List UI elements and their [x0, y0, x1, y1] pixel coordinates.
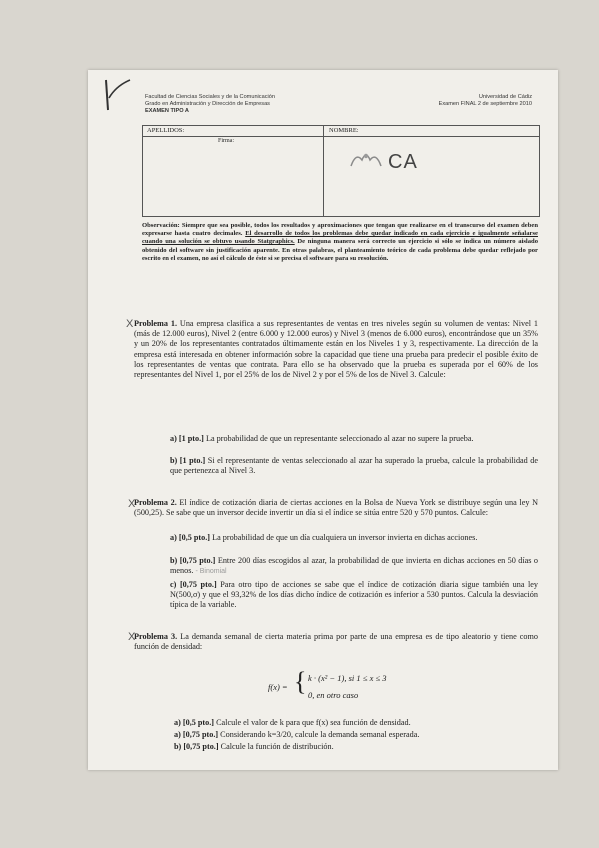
- item-points: [0,75 pto.]: [182, 730, 219, 739]
- item-label: a): [170, 533, 177, 542]
- problem-1: [134, 319, 538, 380]
- observation-paragraph: [142, 222, 538, 263]
- item-label: b): [170, 456, 178, 465]
- cross-mark-icon: X: [128, 631, 136, 643]
- header-right: [439, 94, 532, 108]
- cross-mark-icon: X: [128, 498, 136, 510]
- item-points: [1 pto.]: [179, 456, 206, 465]
- problem-3-item-b: [174, 730, 538, 740]
- item-points: [0,5 pto.]: [182, 718, 215, 727]
- formula-case-1: k · (x² − 1), si 1 ≤ x ≤ 3: [308, 673, 387, 683]
- nombre-label: NOMBRE:: [329, 127, 359, 134]
- item-text: Calcule el valor de k para que f(x) sea función de densidad.: [214, 718, 411, 727]
- item-label: b): [170, 556, 178, 565]
- observation-text-underlined: El desarrollo de todos los problemas debe quedar indicado en cada ejercicio e igualmente señalarse cuando una solución se obtuvo usando Statgraphics.: [142, 230, 538, 246]
- header-left: [145, 94, 275, 115]
- cross-mark-icon: X: [126, 318, 134, 330]
- item-points: [0,75 pto.]: [179, 556, 216, 565]
- apellidos-label: APELLIDOS:: [147, 127, 185, 134]
- student-info-box: [142, 125, 540, 217]
- problem-2-item-a: [170, 533, 538, 543]
- item-label: a): [174, 730, 181, 739]
- degree-name: Grado en Administración y Dirección de Empresas: [145, 101, 270, 107]
- problem-2-item-b: [170, 556, 538, 577]
- problem-3-item-c: [174, 742, 538, 752]
- problem-1-item-b: [170, 456, 538, 476]
- problem-3-text: La demanda semanal de cierta materia prima por parte de una empresa es de tipo aleatorio y tiene como función de densidad:: [134, 632, 538, 652]
- item-label: a): [174, 718, 181, 727]
- name-row: [143, 126, 539, 137]
- exam-date: Examen FINAL 2 de septiembre 2010: [438, 101, 532, 107]
- faculty-name: Facultad de Ciencias Sociales y de la Comunicación: [145, 94, 275, 100]
- formula-lhs: f(x) =: [268, 682, 288, 692]
- observation-text-3: De ninguna manera será correcto un ejercicio si sólo se indica un número aislado obtenido del software sin justificación aparente. En otras palabras, el planteamiento teórico de cada problema debe quedar reflejado por escrito en el examen, no así el cálculo de éste si se precisa el software para su resolución.: [142, 238, 539, 262]
- item-text: Calcule la función de distribución.: [218, 742, 334, 751]
- problem-2-item-c: [170, 580, 538, 611]
- problem-2-text: El índice de cotización diaria de ciertas acciones en la Bolsa de Nueva York se distribuye según una ley N (500,25). Se sabe que un inversor decide invertir un día si el índice se sitúa entre 520 y 570 puntos. Calcule:: [134, 498, 538, 518]
- formula-brace: {: [294, 667, 307, 696]
- item-label: b): [174, 742, 182, 751]
- item-text: Considerando k=3/20, calcule la demanda semanal esperada.: [218, 730, 420, 739]
- item-text: Entre 200 días escogidos al azar, la probabilidad de que invierta en dichas acciones en 50 días o menos.: [170, 556, 539, 576]
- item-text: Para otro tipo de acciones se sabe que el índice de cotización diaria sigue también una ley N(500,σ) y que el 93,32% de los días dicho índice de cotización es inferior a 530 puntos. Calcula la desviación típica de la variable.: [170, 580, 539, 610]
- handwritten-check-mark: [100, 76, 140, 116]
- item-points: [0,75 pto.]: [183, 742, 219, 751]
- problem-2-title: Problema 2.: [134, 498, 177, 507]
- item-label: c): [170, 580, 177, 589]
- observation-text-1: Observación: Siempre que sea posible, todos los resultados y aproximaciones que tengan que realizarse en el transcurso del examen deben expresarse hasta cuatro decimales.: [142, 222, 538, 238]
- problem-1-item-a: [170, 434, 538, 444]
- problem-2: [134, 498, 538, 518]
- university-logo-icon: [348, 148, 384, 170]
- problem-1-text: Una empresa clasifica a sus representantes de ventas en tres niveles según su volumen de ventas: Nivel 1 (más de 12.000 euros), Nivel 2 (entre 6.000 y 12.000 euros) y Nivel 3 (menos de 6.000 euros), encontrándose que un 35% y un 20% de los representantes contratados últimamente están en los Niveles 1 y 3, respectivamente. La dirección de la empresa está interesada en obtener información sobre la capacidad que tiene una prueba para predecir el posible éxito de los representantes de ventas que contrata. Para ello se ha observado que la prueba es superada por el 60% de los representantes del Nivel 1, por el 25% de los de Nivel 2 y por el 5% de los de Nivel 3. Calcule:: [134, 319, 538, 380]
- firma-label: Firma:: [218, 138, 234, 144]
- formula-case-2: 0, en otro caso: [308, 690, 359, 700]
- problem-3-item-a: [174, 718, 538, 728]
- item-text: Si el representante de ventas seleccionado al azar ha superado la prueba, calcule la probabilidad de que pertenezca al Nivel 3.: [170, 456, 538, 476]
- exam-page: [88, 70, 558, 770]
- item-label: a): [170, 434, 177, 443]
- item-text: La probabilidad de que un día cualquiera un inversor invierta en dichas acciones.: [210, 533, 478, 542]
- university-name: Universidad de Cádiz: [478, 94, 532, 100]
- item-text: La probabilidad de que un representante seleccionado al azar no supere la prueba.: [203, 434, 474, 443]
- item-points: [1 pto.]: [178, 434, 204, 443]
- problem-3-title: Problema 3.: [134, 632, 178, 641]
- problem-3: [134, 632, 538, 652]
- problem-1-title: Problema 1.: [134, 319, 177, 328]
- handwritten-initials: CA: [388, 151, 418, 173]
- item-points: [0,75 pto.]: [179, 580, 217, 589]
- handwritten-note: - Binomial: [195, 568, 227, 576]
- item-points: [0,5 pto.]: [178, 533, 211, 542]
- box-divider: [323, 126, 324, 216]
- exam-type: EXAMEN TIPO A: [145, 108, 189, 114]
